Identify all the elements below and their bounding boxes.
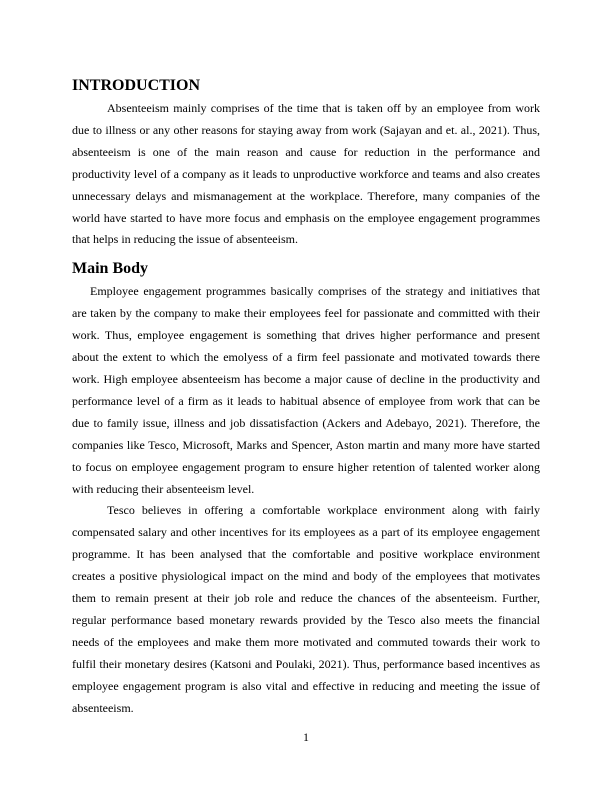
main-body-paragraph-2: Tesco believes in offering a comfortable workplace environment along with fairly compensated salary and other incentives for its employees as a part of its employee engagement programme. It has been analysed that the comfortable and positive workplace environment creates a positive physiological impact on the mind and body of the employees that motivates them to remain present at their job role and reduce the chances of the absenteeism. Further, regular performance based monetary rewards provided by the Tesco also meets the financial needs of the employees and make them more motivated and commuted towards their work to fulfil their monetary desires (Katsoni and Poulaki, 2021). Thus, performance based incentives as employee engagement program is also vital and effective in reducing and meeting the issue of absenteeism.	[72, 503, 540, 715]
introduction-heading: INTRODUCTION	[72, 77, 201, 94]
document-body	[72, 76, 540, 719]
main-body-paragraph-1: Employee engagement programmes basically comprises of the strategy and initiatives that are taken by the company to make their employees feel for passionate and committed with their work. Thus, employee engagement is something that drives higher performance and present about the extent to which the emolyess of a firm feel passionate and motivated towards there work. High employee absenteeism has become a major cause of decline in the productivity and performance level of a firm as it leads to habitual absence of employee from work that can be due to family issue, illness and job dissatisfaction (Ackers and Adebayo, 2021). Therefore, the companies like Tesco, Microsoft, Marks and Spencer, Aston martin and many more have started to focus on employee engagement program to ensure higher retention of talented worker along with reducing their absenteeism level.	[72, 284, 540, 496]
page-number: 1	[303, 730, 309, 744]
main-body-heading: Main Body	[72, 260, 149, 278]
introduction-paragraph: Absenteeism mainly comprises of the time that is taken off by an employee from work due to illness or any other reasons for staying away from work (Sajayan and et. al., 2021). Thus, absenteeism is one of the main reason and cause for reduction in the performance and productivity level of a company as it leads to unproductive workforce and teams and also creates unnecessary delays and mismanagement at the workplace. Therefore, many companies of the world have started to have more focus and emphasis on the employee engagement programmes that helps in reducing the issue of absenteeism.	[72, 101, 540, 247]
